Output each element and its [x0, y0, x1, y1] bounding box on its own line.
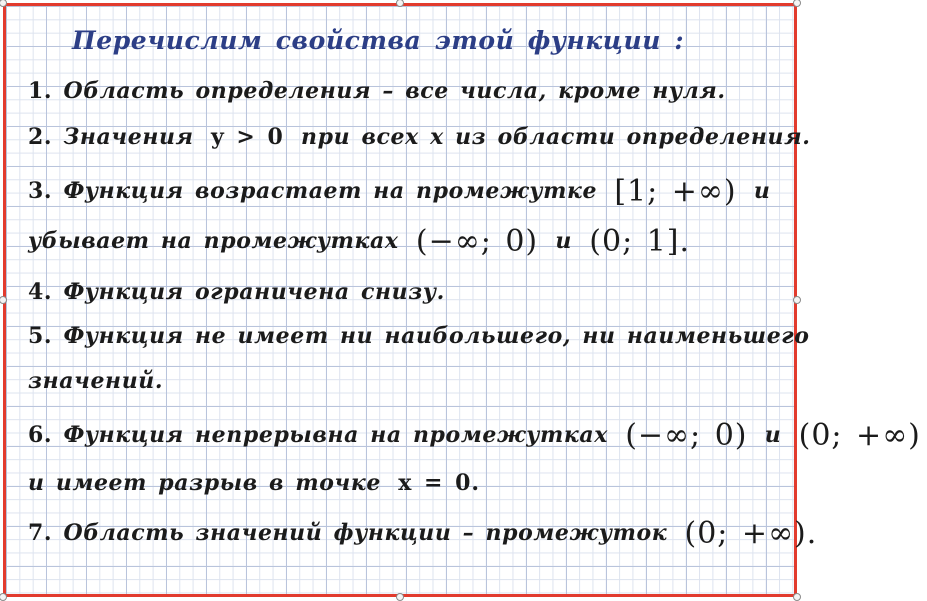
property-text: при всех x из области определения. [301, 124, 811, 150]
interval: (0; +∞). [684, 516, 818, 551]
property-text: Функция ограничена снизу. [63, 279, 445, 305]
interval: [1; +∞) [614, 174, 737, 209]
property-7 [28, 516, 823, 551]
interval: (−∞; 0) [625, 418, 748, 453]
interval: (0; 1]. [589, 224, 691, 259]
item-number: 3. [28, 178, 53, 204]
interval: (−∞; 0) [415, 224, 539, 259]
property-6 [28, 418, 927, 453]
item-number: 2. [28, 124, 53, 150]
property-6-continued [28, 470, 486, 496]
slide-title: Перечислим свойства этой функции : [72, 26, 685, 55]
property-text: убывает на промежутках [28, 228, 399, 254]
resize-handle-right[interactable] [793, 296, 801, 304]
property-1 [28, 78, 726, 104]
property-5 [28, 323, 810, 349]
property-text: Область определения – все числа, кроме нуля. [63, 78, 726, 104]
item-number: 5. [28, 323, 53, 349]
item-number: 1. [28, 78, 53, 104]
conjunction: и [764, 422, 782, 448]
math-expression: y > 0 [210, 124, 284, 150]
resize-handle-bottom-left[interactable] [0, 593, 7, 601]
conjunction: и [555, 228, 573, 254]
item-number: 6. [28, 422, 53, 448]
property-text: Функция не имеет ни наибольшего, ни наименьшего [63, 323, 810, 349]
interval: (0; +∞) [798, 418, 921, 453]
resize-handle-bottom-right[interactable] [793, 593, 801, 601]
item-number: 7. [28, 520, 53, 546]
property-text: Функция непрерывна на промежутках [63, 422, 608, 448]
property-text: Область значений функции – промежуток [63, 520, 668, 546]
property-3-continued [28, 224, 696, 259]
math-expression: x = 0. [398, 470, 481, 496]
resize-handle-top-right[interactable] [793, 0, 801, 7]
property-text: и [753, 178, 771, 204]
resize-handle-bottom[interactable] [396, 593, 404, 601]
item-number: 4. [28, 279, 53, 305]
property-text: значений. [28, 368, 164, 394]
property-4 [28, 279, 445, 305]
property-5-continued [28, 368, 163, 394]
property-2 [28, 124, 810, 150]
property-3 [28, 174, 770, 209]
property-text: Функция возрастает на промежутке [63, 178, 598, 204]
property-text: Значения [63, 124, 194, 150]
property-text: и имеет разрыв в точке [28, 470, 381, 496]
